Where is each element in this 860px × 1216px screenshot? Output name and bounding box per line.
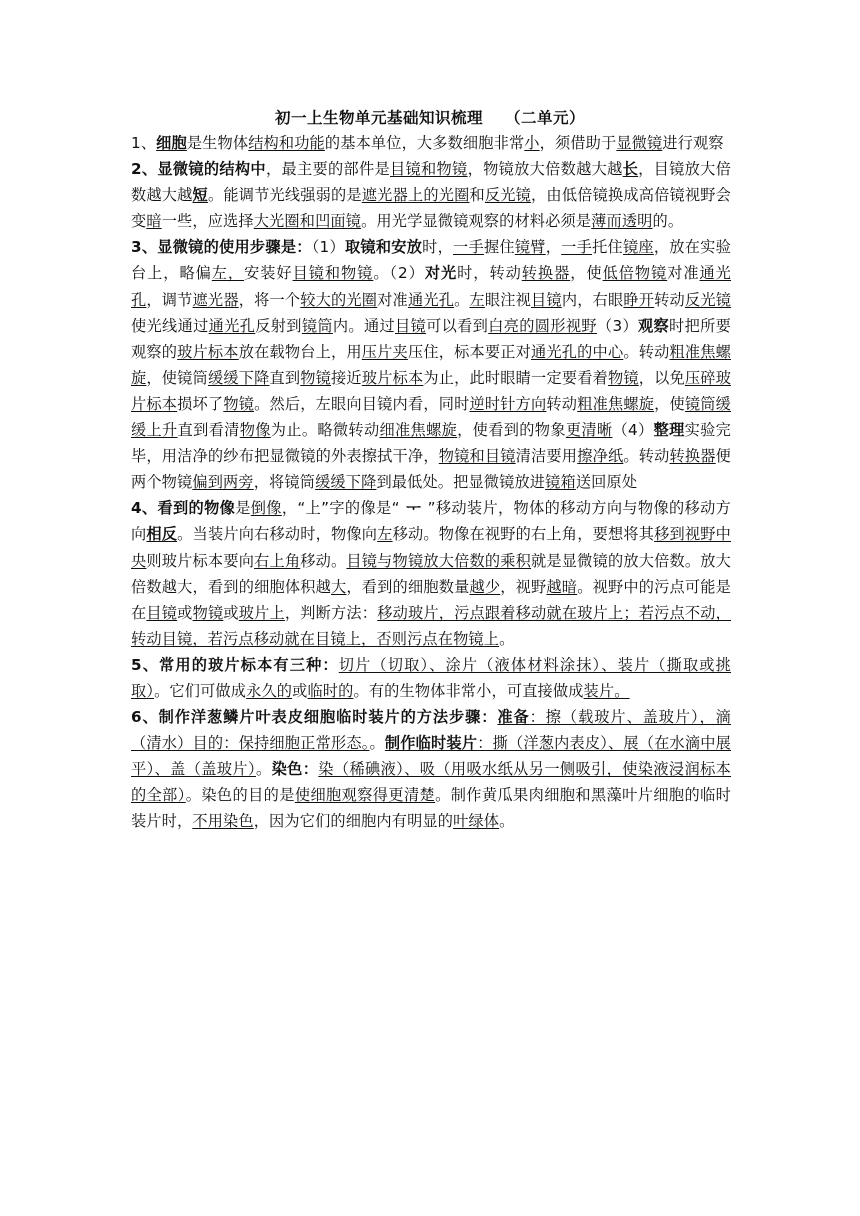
text-run: ，“上”字的像是“ bbox=[281, 499, 400, 518]
underlined-term: 镜筒缓缓上升 bbox=[131, 394, 731, 440]
paragraph-1 bbox=[131, 130, 731, 156]
underlined-term: 物镜 bbox=[607, 368, 639, 387]
underlined-term: 通光孔的中心 bbox=[531, 342, 624, 361]
underlined-term: 目镜与物镜放大倍数的乘积 bbox=[346, 551, 532, 570]
underlined-term: 暗 bbox=[146, 212, 162, 231]
text-run: ，使镜筒 bbox=[146, 368, 208, 387]
paragraph-5 bbox=[131, 652, 731, 704]
text-run: 和 bbox=[469, 186, 485, 205]
text-run: 5、常用的玻片标本有三种： bbox=[131, 655, 339, 674]
text-run: 或 bbox=[292, 681, 308, 700]
underlined-term: 粗准焦螺旋 bbox=[577, 394, 655, 413]
underlined-term: 大 bbox=[331, 577, 347, 596]
document-title bbox=[0, 106, 860, 128]
text-run: 压住，标本要正对 bbox=[407, 342, 532, 361]
underlined-term: 永久的 bbox=[246, 681, 293, 700]
text-run: ”移动装片，物体的移动方向与物像的移动方向 bbox=[131, 499, 731, 544]
text-run: 2、显微镜的结构中 bbox=[131, 160, 266, 179]
underlined-term: 睁开 bbox=[623, 290, 655, 309]
underlined-term: 压碎玻片标本 bbox=[131, 368, 732, 413]
text-run: 。 bbox=[499, 629, 515, 648]
document-body bbox=[131, 130, 731, 835]
paragraph-4 bbox=[131, 495, 731, 652]
text-run: 1、 bbox=[131, 134, 157, 152]
text-run: 对准 bbox=[667, 264, 700, 283]
underlined-term: 大光圈和凹面镜 bbox=[253, 212, 362, 231]
text-run: 。 bbox=[369, 734, 385, 753]
text-run: ，以免 bbox=[638, 368, 685, 387]
text-run: 。转动 bbox=[623, 447, 670, 466]
text-run: 的基本单位，大多数细胞非常 bbox=[324, 134, 525, 152]
underlined-term: 左 bbox=[469, 290, 485, 309]
text-run: 接近 bbox=[331, 368, 362, 387]
underlined-term: 更清晰 bbox=[565, 421, 613, 440]
text-run: 。有的生物体非常小，可直接做成 bbox=[353, 681, 584, 700]
underlined-term: 细胞 bbox=[156, 134, 187, 152]
text-run: 为止，此时眼睛一定要看着 bbox=[423, 368, 608, 387]
text-run: 。 bbox=[454, 290, 470, 309]
underlined-term: 左 bbox=[377, 525, 393, 544]
text-run: 。制作黄瓜果肉细胞和黑藻叶片细胞的临时装片时， bbox=[131, 786, 731, 831]
underlined-term: 通光孔 bbox=[208, 316, 256, 335]
underlined-term: 物镜和目镜 bbox=[438, 447, 516, 466]
underlined-term: 目镜 bbox=[531, 290, 562, 309]
text-run: 。然后，左眼向目镜内看，同时 bbox=[254, 394, 470, 413]
underlined-term: 玻片标本 bbox=[177, 342, 239, 361]
text-run: 转动 bbox=[546, 394, 578, 413]
text-run: 直到看清 bbox=[177, 421, 240, 440]
text-run: 托住 bbox=[592, 238, 623, 257]
text-run: 就是显微镜的放大倍数。放大倍数越大，看到的细胞体积越 bbox=[131, 551, 731, 596]
text-run: 。（2） bbox=[373, 264, 425, 283]
underlined-term: 擦净纸 bbox=[577, 447, 624, 466]
text-run: 对准 bbox=[377, 290, 408, 309]
text-run: 。用光学显微镜观察的材料必须是 bbox=[361, 212, 592, 231]
underlined-term: 反光镜 bbox=[484, 186, 532, 205]
underlined-term: 薄而透明 bbox=[591, 212, 653, 231]
text-run: 便两个物镜 bbox=[131, 447, 732, 492]
text-run: 握住 bbox=[483, 238, 515, 257]
underlined-term: 短 bbox=[192, 186, 208, 205]
text-run: ，视野 bbox=[500, 577, 547, 596]
underlined-term: 目镜和物镜 bbox=[390, 160, 468, 179]
underlined-term: 缓缓下降 bbox=[207, 368, 270, 387]
paragraph-6 bbox=[131, 704, 731, 834]
underlined-term: 结构和功能 bbox=[248, 134, 325, 152]
underlined-term: 物镜 bbox=[192, 603, 224, 622]
underlined-term: 压片夹 bbox=[361, 342, 408, 361]
text-run: 整理 bbox=[653, 421, 685, 440]
text-run: 送回原处 bbox=[575, 473, 638, 492]
underlined-term: 制作临时装片 bbox=[384, 734, 478, 753]
text-run: ，使 bbox=[570, 264, 603, 283]
text-run: 。转动 bbox=[623, 342, 670, 361]
text-run: ，将镜筒 bbox=[253, 473, 316, 492]
underlined-term: 低倍物镜 bbox=[602, 264, 668, 283]
underlined-term: 镜座 bbox=[622, 238, 654, 257]
text-run: 一些，应选择 bbox=[161, 212, 254, 231]
underlined-term: 偏到两旁 bbox=[192, 473, 254, 492]
text-run: 取镜和安放 bbox=[344, 238, 423, 257]
text-run: 。当装片向右移动时，物像向 bbox=[177, 525, 378, 544]
underlined-term: 越暗 bbox=[546, 577, 578, 596]
underlined-term: 缓缓下降 bbox=[315, 473, 377, 492]
underlined-term: 物镜 bbox=[223, 394, 255, 413]
underlined-term: 显微镜 bbox=[616, 134, 663, 152]
underlined-term: 叶绿体 bbox=[453, 812, 500, 831]
underlined-term: 一手 bbox=[453, 238, 484, 257]
underlined-term: 一手 bbox=[561, 238, 593, 257]
text-run: ，最主要的部件是 bbox=[265, 160, 391, 179]
text-run: ，由低倍镜换成高倍镜视野会变 bbox=[131, 186, 732, 231]
text-run: 放在载物台上，用 bbox=[238, 342, 362, 361]
underlined-term: 玻片上 bbox=[238, 603, 285, 622]
text-run: 或 bbox=[223, 603, 239, 622]
text-run: ，放在实验台上，略偏 bbox=[131, 238, 731, 283]
underlined-term: 镜箱 bbox=[545, 473, 576, 492]
text-run: 使光线通过 bbox=[131, 316, 209, 335]
text-run: 实验完毕，用洁净的纱布把显微镜的外表擦拭干净， bbox=[131, 421, 732, 466]
underlined-term: 通光孔 bbox=[131, 264, 731, 309]
text-run: 则玻片标本要向 bbox=[146, 551, 255, 570]
underlined-term: 小 bbox=[524, 134, 540, 152]
underlined-term: 右上角 bbox=[254, 551, 301, 570]
text-run: 为止。略微转动 bbox=[270, 421, 380, 440]
text-run: 反射到 bbox=[255, 316, 302, 335]
text-run: 对光 bbox=[424, 264, 458, 283]
underlined-term: 左， bbox=[211, 264, 245, 283]
underlined-term: 准备 bbox=[497, 708, 530, 727]
underlined-term: 长 bbox=[622, 160, 639, 179]
text-run: 染色： bbox=[271, 760, 319, 779]
underlined-term: 物像 bbox=[239, 421, 271, 440]
underlined-term: ：撕（洋葱内表皮）、展（在水滴中展平）、盖（盖玻片） bbox=[131, 734, 732, 779]
text-run: 直到 bbox=[269, 368, 301, 387]
underlined-term: ：擦（载玻片、盖玻片），滴（清水）目的：保持细胞正常形态。 bbox=[131, 708, 731, 753]
text-run: ，调节 bbox=[146, 290, 193, 309]
text-run: 。能调节光线强弱的是 bbox=[207, 186, 362, 205]
underlined-term: 反光镜 bbox=[684, 290, 732, 309]
text-run: 4、看到的物像 bbox=[131, 499, 236, 518]
underlined-term: 越少 bbox=[469, 577, 501, 596]
text-run: ，目镜放大倍数越大越 bbox=[131, 160, 732, 205]
text-run: 6、制作洋葱鳞片叶表皮细胞临时装片的方法步骤： bbox=[131, 708, 498, 727]
underlined-term: 目镜 bbox=[395, 316, 427, 335]
underlined-term: 细准焦螺旋 bbox=[379, 421, 458, 440]
underlined-term: 镜臂 bbox=[514, 238, 546, 257]
underlined-term: 粗准焦螺旋 bbox=[131, 342, 731, 387]
underlined-term: 玻片标本 bbox=[361, 368, 424, 387]
text-run: 转动 bbox=[654, 290, 685, 309]
text-run: ，将一个 bbox=[238, 290, 301, 309]
text-run: 。它们可做成 bbox=[154, 681, 247, 700]
text-run: （1） bbox=[311, 238, 345, 257]
text-run: （3） bbox=[596, 316, 638, 335]
text-run: ， bbox=[545, 238, 562, 257]
inverted-character-glyph: ᅮ bbox=[406, 499, 421, 518]
title-unit: （二单元） bbox=[505, 109, 586, 127]
underlined-term: 较大的光圈 bbox=[300, 290, 378, 309]
title-text: 初一上生物单元基础知识梳理 bbox=[274, 109, 483, 127]
text-run: 到最低处。把显微镜放进 bbox=[376, 473, 546, 492]
underlined-term: 通光孔 bbox=[407, 290, 455, 309]
underlined-term: 转换器 bbox=[669, 447, 716, 466]
text-run: 是 bbox=[235, 499, 251, 518]
text-run: ，使 bbox=[654, 394, 685, 413]
text-run: 。 bbox=[499, 812, 515, 831]
text-run: 。染色的目的是 bbox=[185, 786, 295, 805]
underlined-term: 倒像 bbox=[250, 499, 282, 518]
text-run: ，判断方法： bbox=[284, 603, 378, 622]
underlined-term: 目镜和物镜 bbox=[292, 264, 374, 283]
underlined-term: 使细胞观察得更清楚 bbox=[294, 786, 436, 805]
underlined-term: 逆时针方向 bbox=[469, 394, 547, 413]
underlined-term: 物镜 bbox=[300, 368, 332, 387]
underlined-term: 染（稀碘液）、吸（用吸水纸从另一侧吸引，使染液浸润标本的全部） bbox=[131, 760, 731, 805]
text-run: 内。通过 bbox=[332, 316, 396, 335]
underlined-term: 遮光器 bbox=[192, 290, 239, 309]
text-run: 移动。物像在视野的右上角，要想将其 bbox=[392, 525, 655, 544]
text-run: 。 bbox=[255, 760, 272, 779]
underlined-term: 相反 bbox=[146, 525, 178, 544]
text-run: 内，右眼 bbox=[561, 290, 624, 309]
underlined-term: 转换器 bbox=[521, 264, 571, 283]
underlined-term: 白亮的圆形视野 bbox=[488, 316, 597, 335]
paragraph-3 bbox=[131, 234, 731, 495]
text-run: 观察 bbox=[637, 316, 670, 335]
text-run: 损坏了 bbox=[177, 394, 224, 413]
text-run: 移动。 bbox=[300, 551, 347, 570]
text-run: 或 bbox=[177, 603, 193, 622]
underlined-term: 移到视野中央 bbox=[131, 525, 732, 570]
underlined-term: 移动玻片，污点跟着移动就在玻片上；若污点不动，转动目镜，若污点移动就在目镜上，否则污点在物镜上 bbox=[131, 603, 731, 648]
text-run: 3、显微镜的使用步骤是： bbox=[131, 238, 312, 257]
underlined-term: 切片（切取）、涂片（液体材料涂抹）、装片（撕取或挑取） bbox=[131, 655, 731, 700]
text-run: 时，转动 bbox=[457, 264, 522, 283]
text-run: 。视野中的污点可能是在 bbox=[131, 577, 732, 622]
text-run: ，看到的细胞数量 bbox=[346, 577, 470, 596]
underlined-term: 目镜 bbox=[146, 603, 178, 622]
underlined-term: 装片。 bbox=[583, 681, 630, 700]
text-run: 时把所要观察的 bbox=[131, 316, 731, 361]
underlined-term: 临时的 bbox=[307, 681, 354, 700]
text-run: 时， bbox=[422, 238, 454, 257]
text-run: 进行观察 bbox=[662, 134, 724, 152]
underlined-term: 遮光器上的光圈 bbox=[361, 186, 470, 205]
text-run: ，使看到的物象 bbox=[457, 421, 566, 440]
text-run: 可以看到 bbox=[426, 316, 489, 335]
text-run: 是生物体 bbox=[186, 134, 249, 152]
text-run: （4） bbox=[612, 421, 654, 440]
text-run: ，须借助于 bbox=[539, 134, 617, 152]
paragraph-2 bbox=[131, 156, 731, 234]
underlined-term: 不用染色 bbox=[192, 812, 254, 831]
text-run: 的。 bbox=[652, 212, 684, 231]
text-run: ，因为它们的细胞内有明显的 bbox=[253, 812, 454, 831]
text-run: 安装好 bbox=[244, 264, 293, 283]
text-run: ，物镜放大倍数越大越 bbox=[467, 160, 623, 179]
text-run: 眼注视 bbox=[484, 290, 532, 309]
text-run: 清洁要用 bbox=[515, 447, 578, 466]
underlined-term: 镜筒 bbox=[301, 316, 333, 335]
